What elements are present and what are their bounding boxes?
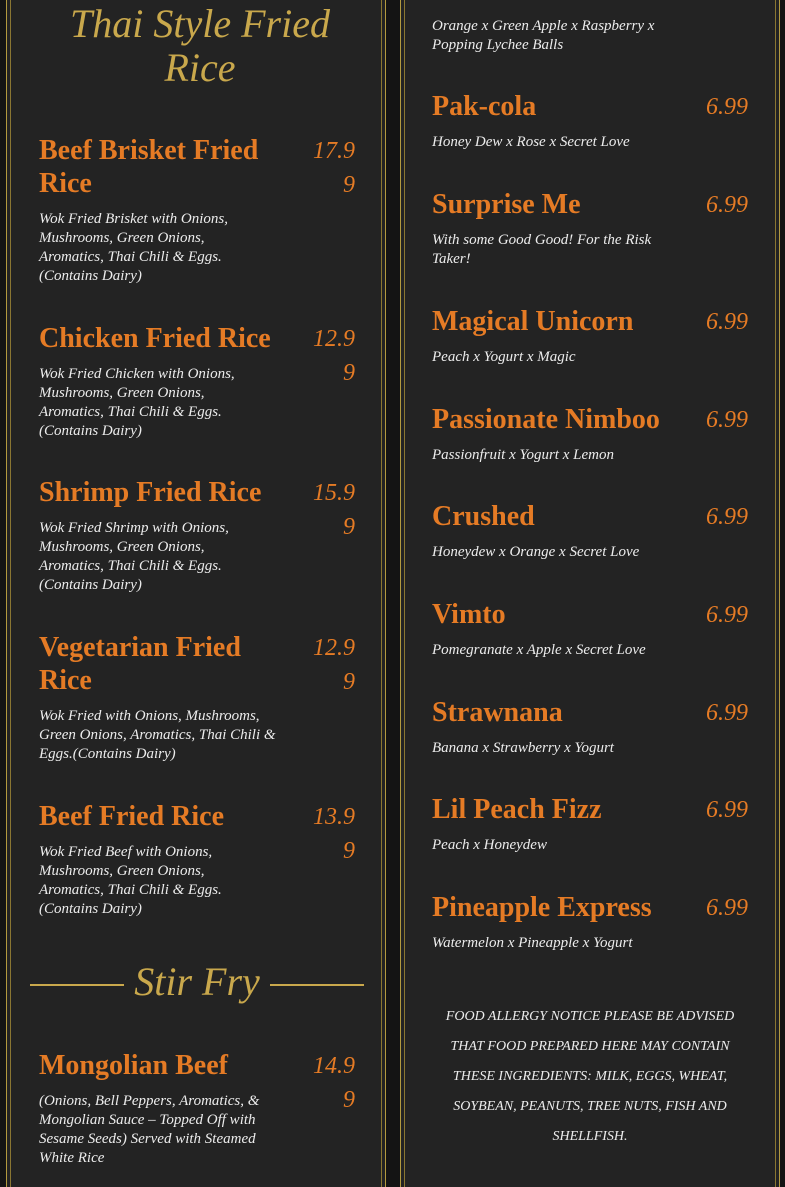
item-price: 6.99 <box>706 895 748 921</box>
item-description: Peach x Honeydew <box>432 837 547 853</box>
section-title-line-1: Thai Style Fried <box>70 1 330 46</box>
item-price: 6.99 <box>706 504 748 530</box>
item-name: Magical Unicorn <box>432 306 634 337</box>
item-name: Vimto <box>432 599 506 630</box>
item-description: Wok Fried Chicken with Onions, Mushrooms, Green Onions, Aromatics, Thai Chili & Eggs. (Contains Dairy) <box>39 366 235 439</box>
item-description: Wok Fried Shrimp with Onions, Mushrooms, Green Onions, Aromatics, Thai Chili & Eggs. (Contains Dairy) <box>39 520 229 593</box>
item-price: 14.9 9 <box>313 1053 355 1113</box>
item-description: Banana x Strawberry x Yogurt <box>432 740 614 756</box>
item-description: Wok Fried Brisket with Onions, Mushrooms, Green Onions, Aromatics, Thai Chili & Eggs. (Contains Dairy) <box>39 211 229 284</box>
item-description: Peach x Yogurt x Magic <box>432 349 576 365</box>
stir-fry-heading <box>30 958 364 1008</box>
item-description: Passionfruit x Yogurt x Lemon <box>432 447 614 463</box>
stir-fry-heading-text: Stir Fry <box>134 959 260 1004</box>
item-price: 6.99 <box>706 94 748 120</box>
item-name: Crushed <box>432 501 535 532</box>
item-name: Pineapple Express <box>432 892 652 923</box>
item-description: Wok Fried with Onions, Mushrooms, Green Onions, Aromatics, Thai Chili & Eggs.(Contains Dairy) <box>39 708 276 762</box>
item-price: 6.99 <box>706 309 748 335</box>
item-name: Beef Fried Rice <box>39 801 225 832</box>
item-description: (Onions, Bell Peppers, Aromatics, & Mongolian Sauce – Topped Off with Sesame Seeds) Served with Steamed White Rice <box>39 1093 260 1166</box>
item-name: Passionate Nimboo <box>432 404 660 435</box>
item-name: Pak-cola <box>432 91 537 122</box>
item-price: 6.99 <box>706 602 748 628</box>
item-price: 15.9 9 <box>313 480 355 540</box>
item-name: Strawnana <box>432 697 563 728</box>
item-price: 17.9 9 <box>313 138 355 198</box>
food-allergy-notice: FOOD ALLERGY NOTICE PLEASE BE ADVISED THAT FOOD PREPARED HERE MAY CONTAIN THESE INGREDIENTS: MILK, EGGS, WHEAT, SOYBEAN, PEANUTS, TREE NUTS, FISH AND SHELLFISH. <box>445 1009 735 1144</box>
item-price: 6.99 <box>706 407 748 433</box>
item-description-partial: Orange x Green Apple x Raspberry x Popping Lychee Balls <box>432 18 655 53</box>
item-name: Beef Brisket Fried Rice <box>39 135 259 199</box>
item-description: Honey Dew x Rose x Secret Love <box>432 134 630 150</box>
item-description: Pomegranate x Apple x Secret Love <box>432 642 646 658</box>
item-price: 13.9 9 <box>313 804 355 864</box>
item-price: 12.9 9 <box>313 635 355 695</box>
item-price: 6.99 <box>706 797 748 823</box>
item-description: Honeydew x Orange x Secret Love <box>432 544 640 560</box>
item-description: With some Good Good! For the Risk Taker! <box>432 232 652 267</box>
section-title-line-2: Rice <box>164 45 236 90</box>
item-name: Surprise Me <box>432 189 581 220</box>
item-price: 6.99 <box>706 192 748 218</box>
item-name: Shrimp Fried Rice <box>39 477 262 508</box>
item-description: Watermelon x Pineapple x Yogurt <box>432 935 633 951</box>
item-price: 6.99 <box>706 700 748 726</box>
section-title-thai-fried-rice <box>30 2 370 90</box>
item-name: Mongolian Beef <box>39 1050 228 1081</box>
item-name: Lil Peach Fizz <box>432 794 602 825</box>
item-name: Vegetarian Fried Rice <box>39 632 241 696</box>
item-name: Chicken Fried Rice <box>39 323 271 354</box>
item-description: Wok Fried Beef with Onions, Mushrooms, Green Onions, Aromatics, Thai Chili & Eggs. (Contains Dairy) <box>39 844 222 917</box>
item-price: 12.9 9 <box>313 326 355 386</box>
